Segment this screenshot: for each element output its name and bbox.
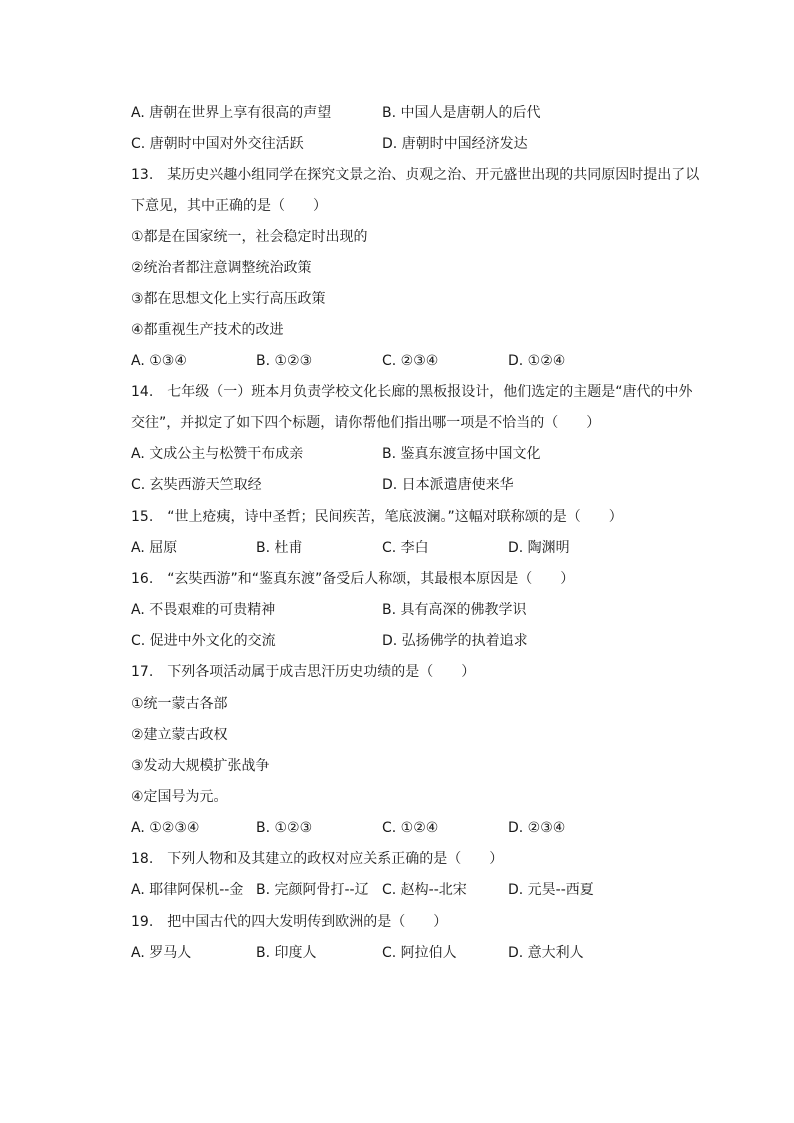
q17-option-c: C. ①②④ bbox=[382, 820, 439, 836]
q15-option-c: C. 李白 bbox=[382, 540, 429, 556]
q17-item-1: ①统一蒙古各部 bbox=[131, 696, 228, 712]
q17-option-d: D. ②③④ bbox=[508, 820, 566, 836]
q17-stem: 17. 下列各项活动属于成吉思汗历史功绩的是（ ） bbox=[131, 664, 476, 680]
q16-option-d: D. 弘扬佛学的执着追求 bbox=[382, 633, 528, 649]
q17-option-b: B. ①②③ bbox=[256, 820, 313, 836]
q18-option-c: C. 赵构--北宋 bbox=[382, 882, 467, 898]
q12-option-c: C. 唐朝时中国对外交往活跃 bbox=[131, 136, 304, 152]
q13-item-2: ②统治者都注意调整统治政策 bbox=[131, 260, 312, 276]
q17-item-2: ②建立蒙古政权 bbox=[131, 727, 228, 743]
q14-option-d: D. 日本派遣唐使来华 bbox=[382, 477, 514, 493]
q15-option-a: A. 屈原 bbox=[131, 540, 178, 556]
q12-option-d: D. 唐朝时中国经济发达 bbox=[382, 136, 528, 152]
q13-item-3: ③都在思想文化上实行高压政策 bbox=[131, 291, 326, 307]
q13-stem-line-1: 13. 某历史兴趣小组同学在探究文景之治、贞观之治、开元盛世出现的共同原因时提出了以 bbox=[131, 167, 700, 183]
q13-option-b: B. ①②③ bbox=[256, 353, 313, 369]
q16-option-a: A. 不畏艰难的可贵精神 bbox=[131, 602, 276, 618]
q16-option-c: C. 促进中外文化的交流 bbox=[131, 633, 276, 649]
q17-option-a: A. ①②③④ bbox=[131, 820, 200, 836]
q14-option-b: B. 鉴真东渡宣扬中国文化 bbox=[382, 446, 541, 462]
q14-option-a: A. 文成公主与松赞干布成亲 bbox=[131, 446, 304, 462]
q14-option-c: C. 玄奘西游天竺取经 bbox=[131, 477, 262, 493]
q17-item-4: ④定国号为元。 bbox=[131, 789, 228, 805]
q19-option-d: D. 意大利人 bbox=[508, 945, 584, 961]
q13-stem-line-2: 下意见，其中正确的是（ ） bbox=[131, 198, 327, 214]
q13-item-1: ①都是在国家统一，社会稳定时出现的 bbox=[131, 229, 368, 245]
q16-stem: 16. “玄奘西游”和“鉴真东渡”备受后人称颂，其最根本原因是（ ） bbox=[131, 571, 575, 587]
q15-stem: 15. “世上疮痍，诗中圣哲；民间疾苦，笔底波澜。”这幅对联称颂的是（ ） bbox=[131, 509, 623, 525]
q12-option-b: B. 中国人是唐朝人的后代 bbox=[382, 105, 541, 121]
q18-option-d: D. 元昊--西夏 bbox=[508, 882, 594, 898]
q13-option-d: D. ①②④ bbox=[508, 353, 566, 369]
q19-option-c: C. 阿拉伯人 bbox=[382, 945, 457, 961]
q15-option-b: B. 杜甫 bbox=[256, 540, 303, 556]
q18-option-a: A. 耶律阿保机--金 bbox=[131, 882, 244, 898]
q18-stem: 18. 下列人物和及其建立的政权对应关系正确的是（ ） bbox=[131, 851, 504, 867]
q15-option-d: D. 陶渊明 bbox=[508, 540, 570, 556]
q18-option-b: B. 完颜阿骨打--辽 bbox=[256, 882, 369, 898]
q19-option-b: B. 印度人 bbox=[256, 945, 317, 961]
q14-stem-line-1: 14. 七年级（一）班本月负责学校文化长廊的黑板报设计，他们选定的主题是“唐代的中外 bbox=[131, 384, 693, 400]
q13-option-c: C. ②③④ bbox=[382, 353, 439, 369]
q19-option-a: A. 罗马人 bbox=[131, 945, 192, 961]
q16-option-b: B. 具有高深的佛教学识 bbox=[382, 602, 527, 618]
q17-item-3: ③发动大规模扩张战争 bbox=[131, 758, 270, 774]
q13-item-4: ④都重视生产技术的改进 bbox=[131, 322, 284, 338]
q12-option-a: A. 唐朝在世界上享有很高的声望 bbox=[131, 105, 332, 121]
q19-stem: 19. 把中国古代的四大发明传到欧洲的是（ ） bbox=[131, 914, 448, 930]
q13-option-a: A. ①③④ bbox=[131, 353, 187, 369]
q14-stem-line-2: 交往”，并拟定了如下四个标题，请你帮他们指出哪一项是不恰当的（ ） bbox=[131, 415, 601, 431]
